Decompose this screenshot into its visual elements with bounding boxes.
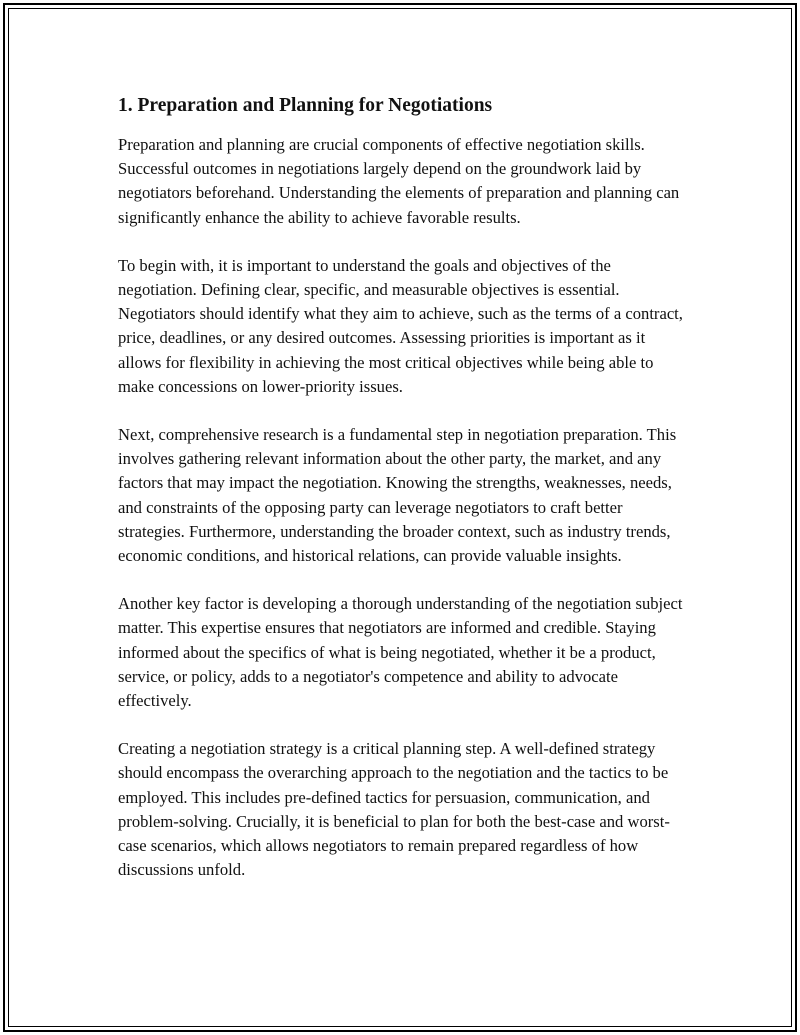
document-body <box>118 93 684 906</box>
paragraph-intro: Preparation and planning are crucial components of effective negotiation skills. Successful outcomes in negotiations largely depend on the groundwork laid by negotiators beforehand. Understanding the elements of preparation and planning can significantly enhance the ability to achieve favorable results. <box>118 135 680 227</box>
paragraph-strategy: Creating a negotiation strategy is a critical planning step. A well-defined strategy should encompass the overarching approach to the negotiation and the tactics to be employed. This includes pre-defined tactics for persuasion, communication, and problem-solving. Crucially, it is beneficial to plan for both the best-case and worst-case scenarios, which allows negotiators to remain prepared regardless of how discussions unfold. <box>118 739 670 880</box>
section-heading: 1. Preparation and Planning for Negotiations <box>118 95 493 116</box>
paragraph-subject-matter: Another key factor is developing a thorough understanding of the negotiation subject matter. This expertise ensures that negotiators are informed and credible. Staying informed about the specifics of what is being negotiated, whether it be a product, service, or policy, adds to a negotiator's competence and ability to advocate effectively. <box>118 594 683 711</box>
paragraph-research: Next, comprehensive research is a fundamental step in negotiation preparation. This involves gathering relevant information about the other party, the market, and any factors that may impact the negotiation. Knowing the strengths, weaknesses, needs, and constraints of the opposing party can leverage negotiators to craft better strategies. Furthermore, understanding the broader context, such as industry trends, economic conditions, and historical relations, can provide valuable insights. <box>118 425 677 566</box>
paragraph-goals: To begin with, it is important to understand the goals and objectives of the negotiation. Defining clear, specific, and measurable objectives is essential. Negotiators should identify what they aim to achieve, such as the terms of a contract, price, deadlines, or any desired outcomes. Assessing priorities is important as it allows for flexibility in achieving the most critical objectives while being able to make concessions on lower-priority issues. <box>118 255 683 396</box>
